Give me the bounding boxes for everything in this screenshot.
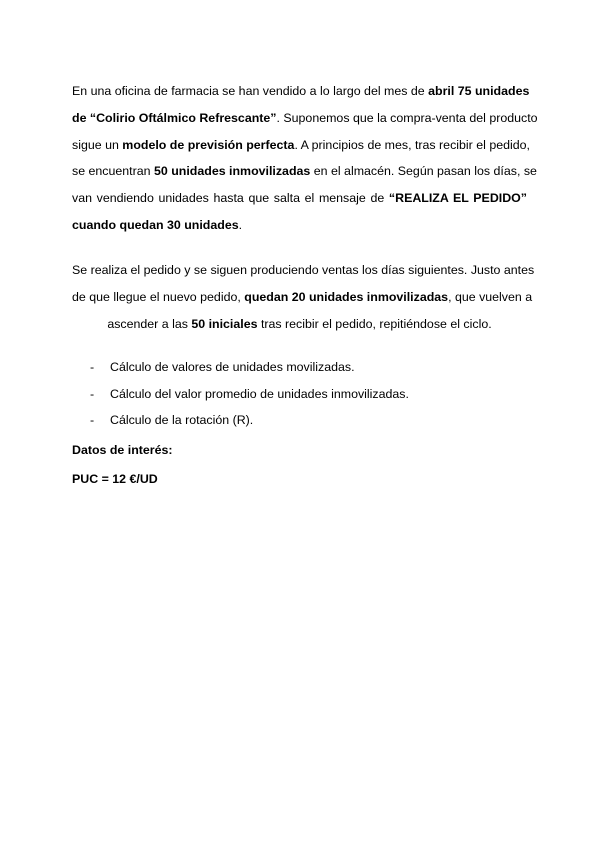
bold-text-run: cuando quedan 30 unidades <box>72 217 239 232</box>
bold-text-run: de “Colirio Oftálmico Refrescante” <box>72 110 277 125</box>
list-item <box>90 381 409 408</box>
bold-text-run: quedan 20 unidades inmovilizadas <box>244 289 449 304</box>
datos-heading: Datos de interés: <box>72 443 173 457</box>
task-list <box>90 354 409 434</box>
bold-text-run: 50 unidades inmovilizadas <box>153 164 311 179</box>
list-item <box>90 407 409 434</box>
text-run: de que llegue el nuevo pedido, <box>72 289 245 304</box>
text-run: . A principios de mes, tras recibir el pedido, <box>294 137 530 152</box>
bold-text-run: abril 75 unidades <box>428 84 530 98</box>
dash-bullet: - <box>90 413 95 428</box>
puc-value: PUC = 12 €/UD <box>72 472 158 486</box>
text-run: en el almacén. Según pasan los días, se <box>310 164 537 179</box>
text-run: van vendiendo unidades hasta que salta el mensaje de <box>72 191 389 206</box>
text-run: . Suponemos que la compra-venta del producto <box>276 110 538 125</box>
list-item-text: Cálculo de la rotación (R). <box>110 413 254 428</box>
text-run: se encuentran <box>72 164 154 179</box>
bold-text-run: 50 iniciales <box>191 316 258 331</box>
text-run: En una oficina de farmacia se han vendido a lo largo del mes de <box>72 84 429 98</box>
text-line <box>72 105 538 132</box>
text-line <box>72 311 527 338</box>
problem-statement-paragraph <box>72 78 538 239</box>
text-run: , que vuelven a <box>448 289 533 304</box>
bold-text-run: “REALIZA EL PEDIDO” <box>388 191 527 206</box>
text-run: tras recibir el pedido, repitiéndose el ciclo. <box>257 316 492 331</box>
text-run: Se realiza el pedido y se siguen produciendo ventas los días siguientes. Justo antes <box>72 263 535 277</box>
order-cycle-paragraph <box>72 257 535 337</box>
text-run: ascender a las <box>107 316 192 331</box>
text-run: sigue un <box>72 137 123 152</box>
bold-text-run: modelo de previsión perfecta <box>122 137 295 152</box>
text-line <box>72 284 533 311</box>
text-line <box>72 78 530 105</box>
list-item <box>90 354 409 381</box>
list-item-text: Cálculo de valores de unidades movilizadas. <box>110 360 355 374</box>
dash-bullet: - <box>90 386 95 401</box>
text-line <box>72 257 535 284</box>
text-line <box>72 212 527 239</box>
dash-bullet: - <box>90 360 95 374</box>
text-line <box>72 158 537 185</box>
text-run: . <box>238 217 243 232</box>
text-line <box>72 185 527 212</box>
text-line <box>72 132 530 159</box>
list-item-text: Cálculo del valor promedio de unidades inmovilizadas. <box>110 386 409 401</box>
